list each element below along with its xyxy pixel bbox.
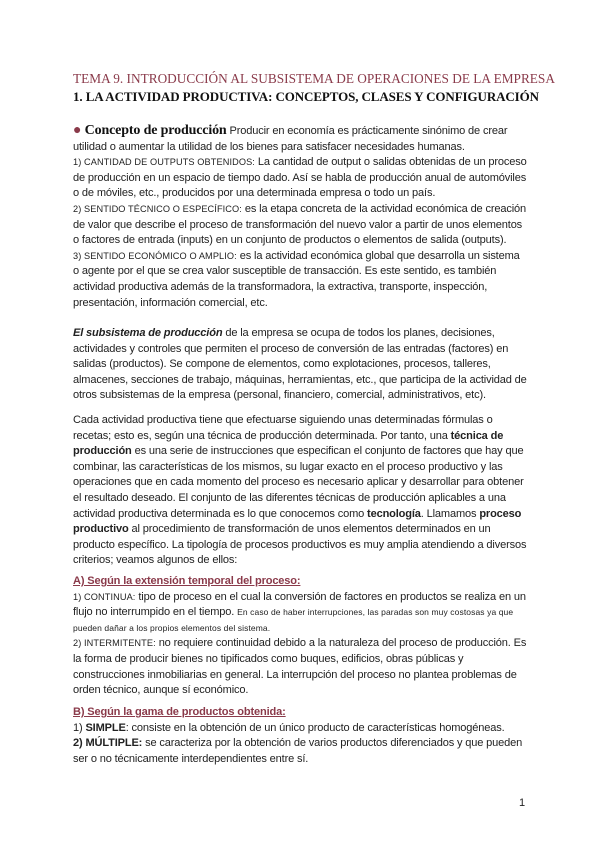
section-a-item2-label: 2) INTERMITENTE: — [73, 638, 156, 649]
concepto-item1-label: 1) CANTIDAD DE OUTPUTS OBTENIDOS: — [73, 157, 255, 168]
section-a — [73, 574, 528, 699]
tecnica-bold-2: tecnología — [367, 507, 421, 520]
concepto-block — [73, 123, 528, 311]
subsistema-lead: El subsistema de producción — [73, 327, 223, 339]
concepto-item2-label: 2) SENTIDO TÉCNICO O ESPECÍFICO: — [73, 203, 242, 214]
tecnica-text-4: al procedimiento de transformación de unos elementos determinados en un producto específico. La tipología de procesos productivos es muy amplia atendiendo a diversos criterios; veamos algunos de ellos: — [73, 523, 527, 567]
section-b-item2-num: 2) — [73, 737, 83, 750]
section-a-item1-text: tipo de proceso en el cual la conversión de factores en productos se realiza en un flujo no interrumpido en el tiempo. — [73, 590, 526, 619]
page-subtitle: 1. LA ACTIVIDAD PRODUCTIVA: CONCEPTOS, CLASES Y CONFIGURACIÓN — [73, 89, 539, 104]
section-b-heading: B) Según la gama de productos obtenida: — [73, 706, 286, 718]
concepto-item3-text: es la actividad económica global que desarrolla un sistema o agente por el que se crea valor susceptible de transacción. Es este sentido, es también actividad productiva además de la transformadora, la extractiva, transporte, inspección, presentación, información comercial, etc. — [73, 249, 520, 309]
section-b-item1-label: SIMPLE — [85, 721, 126, 734]
tecnica-text-2: es una serie de instrucciones que especifican el conjunto de factores que hay que combinar, las características de los mismos, su lugar exacto en el proceso productivo y las operaciones que en cada momento del proceso es necesario aplicar y desarrollar para obtener el resultado deseado. El conjunto de las diferentes técnicas de producción aplicables a una actividad productiva determinada es lo que conocemos como — [73, 445, 524, 520]
concepto-item3-label: 3) SENTIDO ECONÓMICO O AMPLIO: — [73, 250, 237, 261]
page-number: 1 — [519, 797, 526, 809]
section-b-item2-label: MÚLTIPLE: — [85, 737, 143, 750]
subsistema-text: de la empresa se ocupa de todos los planes, decisiones, actividades y controles que permiten el proceso de conversión de las entradas (factores) en salidas (productos). Se compone de elementos, como explotaciones, procesos, talleres, almacenes, secciones de trabajo, máquinas, herramientas, etc., que participa de la actividad de otros subsistemas de la empresa (personal, financiero, comercial, administrativos, etc). — [73, 327, 527, 402]
tecnica-bold-3: proceso productivo — [73, 507, 522, 536]
concepto-heading-text: Concepto de producción — [84, 123, 227, 138]
section-a-item1-label: 1) CONTINUA: — [73, 591, 136, 602]
page-title: TEMA 9. INTRODUCCIÓN AL SUBSISTEMA DE OPERACIONES DE LA EMPRESA — [73, 71, 555, 86]
concepto-item2-text: es la etapa concreta de la actividad económica de creación de valor que describe el proceso de transformación del nuevo valor a partir de unos elementos o factores de entrada (inputs) en un conjunto de productos o elementos de salida (outputs). — [73, 202, 527, 247]
tecnica-text-3: . Llamamos — [420, 507, 477, 520]
section-b-item1-text: : consiste en la obtención de un único producto de características homogéneas. — [125, 721, 505, 734]
tecnica-paragraph — [73, 413, 528, 569]
subsistema-paragraph — [73, 326, 528, 404]
tecnica-text-1: Cada actividad productiva tiene que efectuarse siguiendo unas determinadas fórmulas o recetas; esto es, según una técnica de producción determinada. Por tanto, una — [73, 414, 493, 442]
concepto-heading — [73, 123, 227, 138]
section-a-item1-note: En caso de haber interrupciones, las paradas son muy costosas ya que pueden dañar a los propios elementos del sistema. — [73, 607, 514, 633]
section-b-item1-num: 1) — [73, 721, 83, 734]
concepto-item1-text: La cantidad de output o salidas obtenidas de un proceso de producción en un espacio de tiempo dado. Así se habla de producción anual de automóviles o de móviles, etc., producidos por una determinada empresa o todo un país. — [73, 156, 527, 200]
tecnica-bold-1: técnica de producción — [73, 429, 504, 458]
section-b-item2-text: se caracteriza por la obtención de varios productos diferenciados y que pueden ser o no técnicamente interdependientes entre sí. — [73, 737, 523, 765]
bullet-icon: ● — [73, 123, 82, 138]
section-a-item2-text: no requiere continuidad debido a la naturaleza del proceso de producción. Es la forma de producir bienes no tipificados como buques, edificios, obras públicas y construcciones inmobiliarias en general. La interrupción del proceso no plantea problemas de orden técnico, aunque sí económico. — [73, 637, 527, 697]
section-a-heading: A) Según la extensión temporal del proceso: — [73, 575, 301, 587]
section-b — [73, 705, 528, 767]
concepto-text: Producir en economía es prácticamente sinónimo de crear utilidad o aumentar la utilidad de los bienes para satisfacer necesidades humanas. — [73, 125, 508, 153]
